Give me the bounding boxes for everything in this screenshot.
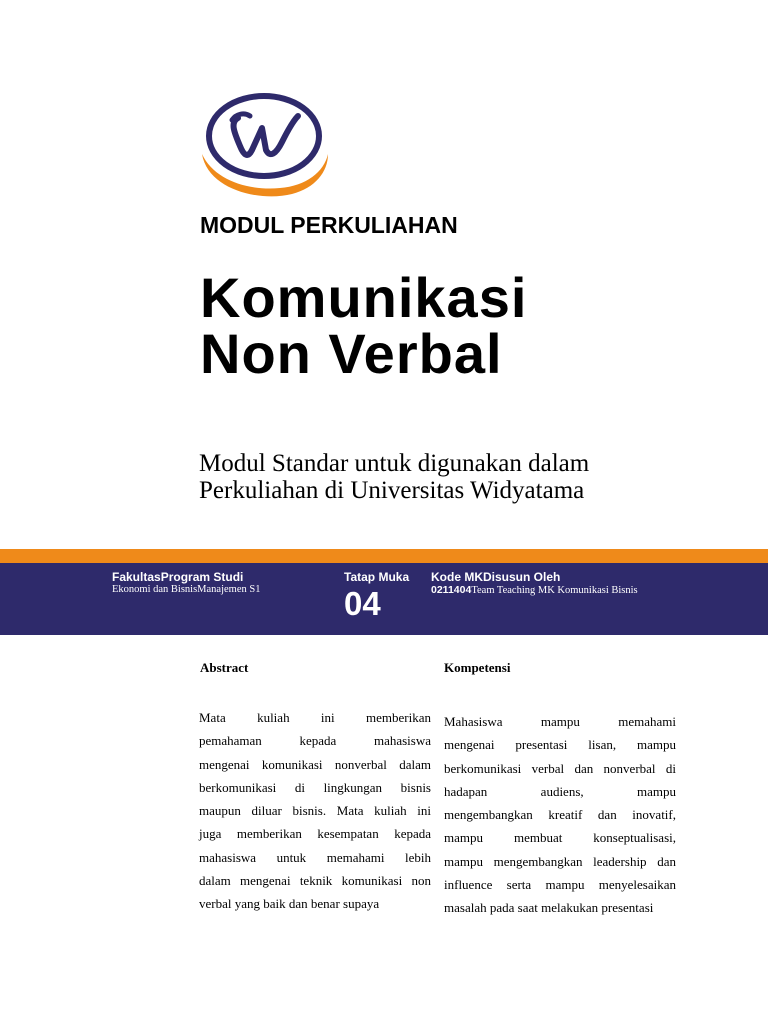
abstract-line: mengenai komunikasi nonverbal dalam bbox=[199, 756, 431, 772]
kompetensi-line: influence serta mampu menyelesaikan bbox=[444, 877, 676, 893]
kompetensi-line: hadapan audiens, mampu bbox=[444, 783, 676, 799]
tatap-muka-value: 04 bbox=[344, 585, 381, 622]
kompetensi-line: masalah pada saat melakukan presentasi bbox=[444, 900, 654, 916]
title-line-1: Komunikasi bbox=[200, 266, 528, 329]
document-title bbox=[200, 266, 528, 385]
university-logo bbox=[200, 92, 330, 204]
abstract-body bbox=[199, 706, 431, 916]
orange-accent-strip bbox=[0, 549, 768, 563]
kode-disusun-values bbox=[431, 584, 638, 596]
abstract-line: berkomunikasi di lingkungan bisnis bbox=[199, 779, 431, 795]
abstract-line: mahasiswa untuk memahami lebih bbox=[199, 849, 431, 865]
kompetensi-line: mampu membuat konseptualisasi, bbox=[444, 830, 676, 846]
fakultas-prodi-values bbox=[112, 584, 260, 595]
course-info-band bbox=[0, 563, 768, 635]
abstract-heading: Abstract bbox=[200, 660, 249, 675]
kode-mk-value: 0211404 bbox=[431, 584, 472, 596]
program-studi-label: Program Studi bbox=[160, 570, 244, 584]
kompetensi-line: mengembangkan kreatif dan inovatif, bbox=[444, 807, 676, 823]
module-type-label: MODUL PERKULIAHAN bbox=[200, 212, 458, 238]
disusun-oleh-value: Team Teaching MK Komunikasi Bisnis bbox=[471, 585, 638, 596]
kompetensi-body bbox=[444, 710, 676, 920]
abstract-line: dalam mengenai teknik komunikasi non bbox=[199, 873, 431, 889]
kompetensi-line: mampu mengembangkan leadership dan bbox=[444, 853, 676, 869]
kode-disusun-header bbox=[431, 570, 560, 584]
title-line-2: Non Verbal bbox=[200, 322, 503, 385]
kompetensi-line: Mahasiswa mampu memahami bbox=[444, 714, 676, 729]
tatap-muka-label: Tatap Muka bbox=[344, 570, 410, 584]
widyatama-logo-icon bbox=[200, 92, 330, 204]
kompetensi-line: mengenai presentasi lisan, mampu bbox=[444, 737, 676, 753]
abstract-line: Mata kuliah ini memberikan bbox=[199, 710, 431, 725]
kode-mk-label: Kode MK bbox=[431, 570, 483, 584]
fakultas-value: Ekonomi dan Bisnis bbox=[112, 584, 198, 595]
abstract-line: juga memberikan kesempatan kepada bbox=[199, 826, 431, 842]
abstract-line: pemahaman kepada mahasiswa bbox=[199, 733, 431, 749]
kompetensi-line: berkomunikasi verbal dan nonverbal di bbox=[444, 760, 676, 776]
kompetensi-heading: Kompetensi bbox=[444, 660, 511, 675]
fakultas-label: Fakultas bbox=[112, 570, 161, 584]
abstract-line: verbal yang baik dan benar supaya bbox=[199, 896, 380, 912]
abstract-line: maupun diluar bisnis. Mata kuliah ini bbox=[199, 803, 431, 819]
program-studi-value: Manajemen S1 bbox=[197, 584, 261, 595]
disusun-oleh-label: Disusun Oleh bbox=[483, 570, 561, 584]
document-subtitle: Modul Standar untuk digunakan dalam Perkuliahan di Universitas Widyatama bbox=[199, 450, 590, 504]
fakultas-prodi-header bbox=[112, 570, 243, 584]
